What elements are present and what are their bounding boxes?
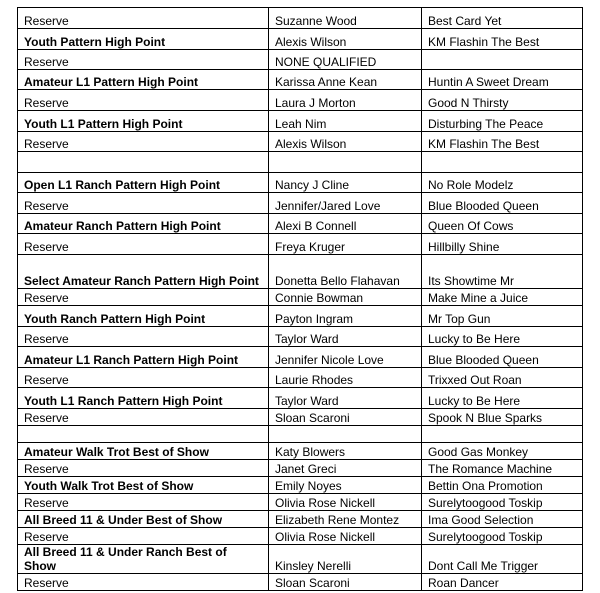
award-cell: Reserve [18,574,269,591]
horse-cell: Spook N Blue Sparks [422,409,583,426]
horse-cell: Lucky to Be Here [422,388,583,409]
rider-cell: Jennifer Nicole Love [269,347,422,368]
table-row [18,528,583,545]
table-row [18,460,583,477]
horse-cell: Huntin A Sweet Dream [422,70,583,90]
award-cell: Youth Walk Trot Best of Show [18,477,269,494]
table-row [18,574,583,591]
award-cell: Open L1 Ranch Pattern High Point [18,173,269,193]
award-cell: Reserve [18,234,269,255]
horse-cell [422,152,583,173]
rider-cell [269,426,422,443]
table-row [18,368,583,388]
horse-cell: KM Flashin The Best [422,132,583,152]
table-row [18,388,583,409]
horse-cell: Its Showtime Mr [422,255,583,289]
horse-cell: Blue Blooded Queen [422,193,583,214]
award-cell: Reserve [18,8,269,29]
award-cell: All Breed 11 & Under Ranch Best of Show [18,545,269,574]
rider-cell: Laurie Rhodes [269,368,422,388]
table-row [18,152,583,173]
awards-table-body [18,8,583,591]
rider-cell: Alexi B Connell [269,214,422,234]
table-row [18,214,583,234]
award-cell: Amateur L1 Pattern High Point [18,70,269,90]
horse-cell: Queen Of Cows [422,214,583,234]
award-cell: Amateur Walk Trot Best of Show [18,443,269,460]
awards-table [17,7,583,591]
award-cell: Reserve [18,289,269,306]
table-row [18,50,583,70]
award-cell: Reserve [18,132,269,152]
rider-cell: NONE QUALIFIED [269,50,422,70]
rider-cell: Sloan Scaroni [269,574,422,591]
table-row [18,255,583,289]
rider-cell: Payton Ingram [269,306,422,327]
table-row [18,8,583,29]
rider-cell: Janet Greci [269,460,422,477]
rider-cell: Karissa Anne Kean [269,70,422,90]
award-cell [18,152,269,173]
horse-cell: Best Card Yet [422,8,583,29]
table-row [18,111,583,132]
rider-cell: Laura J Morton [269,90,422,111]
award-cell: Youth Pattern High Point [18,29,269,50]
horse-cell: Hillbilly Shine [422,234,583,255]
table-row [18,477,583,494]
horse-cell: Make Mine a Juice [422,289,583,306]
award-cell: Reserve [18,494,269,511]
award-cell: Youth Ranch Pattern High Point [18,306,269,327]
table-row [18,327,583,347]
horse-cell: Ima Good Selection [422,511,583,528]
table-row [18,193,583,214]
rider-cell: Jennifer/Jared Love [269,193,422,214]
rider-cell: Donetta Bello Flahavan [269,255,422,289]
horse-cell: Dont Call Me Trigger [422,545,583,574]
rider-cell: Sloan Scaroni [269,409,422,426]
rider-cell: Taylor Ward [269,388,422,409]
rider-cell: Leah Nim [269,111,422,132]
table-row [18,173,583,193]
rider-cell: Olivia Rose Nickell [269,528,422,545]
table-row [18,306,583,327]
table-row [18,409,583,426]
rider-cell: Alexis Wilson [269,29,422,50]
award-cell: Amateur L1 Ranch Pattern High Point [18,347,269,368]
table-row [18,289,583,306]
horse-cell: Mr Top Gun [422,306,583,327]
horse-cell: Blue Blooded Queen [422,347,583,368]
horse-cell [422,426,583,443]
rider-cell: Kinsley Nerelli [269,545,422,574]
rider-cell: Freya Kruger [269,234,422,255]
rider-cell: Elizabeth Rene Montez [269,511,422,528]
table-row [18,90,583,111]
award-cell: All Breed 11 & Under Best of Show [18,511,269,528]
table-row [18,443,583,460]
horse-cell: Disturbing The Peace [422,111,583,132]
horse-cell: KM Flashin The Best [422,29,583,50]
rider-cell: Connie Bowman [269,289,422,306]
table-row [18,545,583,574]
table-row [18,347,583,368]
award-cell: Reserve [18,460,269,477]
rider-cell: Katy Blowers [269,443,422,460]
horse-cell: Bettin Ona Promotion [422,477,583,494]
rider-cell: Nancy J Cline [269,173,422,193]
rider-cell: Taylor Ward [269,327,422,347]
award-cell: Select Amateur Ranch Pattern High Point [18,255,269,289]
table-row [18,29,583,50]
award-cell [18,426,269,443]
award-cell: Reserve [18,50,269,70]
award-cell: Reserve [18,368,269,388]
award-cell: Reserve [18,409,269,426]
horse-cell: Good N Thirsty [422,90,583,111]
award-cell: Reserve [18,193,269,214]
rider-cell: Alexis Wilson [269,132,422,152]
horse-cell: Good Gas Monkey [422,443,583,460]
horse-cell: No Role Modelz [422,173,583,193]
award-cell: Youth L1 Pattern High Point [18,111,269,132]
table-row [18,511,583,528]
award-cell: Youth L1 Ranch Pattern High Point [18,388,269,409]
rider-cell: Emily Noyes [269,477,422,494]
horse-cell [422,50,583,70]
award-cell: Reserve [18,327,269,347]
horse-cell: Surelytoogood Toskip [422,528,583,545]
table-row [18,132,583,152]
award-cell: Reserve [18,528,269,545]
table-row [18,234,583,255]
award-cell: Amateur Ranch Pattern High Point [18,214,269,234]
table-row [18,494,583,511]
table-row [18,70,583,90]
table-row [18,426,583,443]
horse-cell: Surelytoogood Toskip [422,494,583,511]
award-cell: Reserve [18,90,269,111]
rider-cell: Suzanne Wood [269,8,422,29]
rider-cell: Olivia Rose Nickell [269,494,422,511]
horse-cell: The Romance Machine [422,460,583,477]
horse-cell: Lucky to Be Here [422,327,583,347]
horse-cell: Trixxed Out Roan [422,368,583,388]
horse-cell: Roan Dancer [422,574,583,591]
rider-cell [269,152,422,173]
